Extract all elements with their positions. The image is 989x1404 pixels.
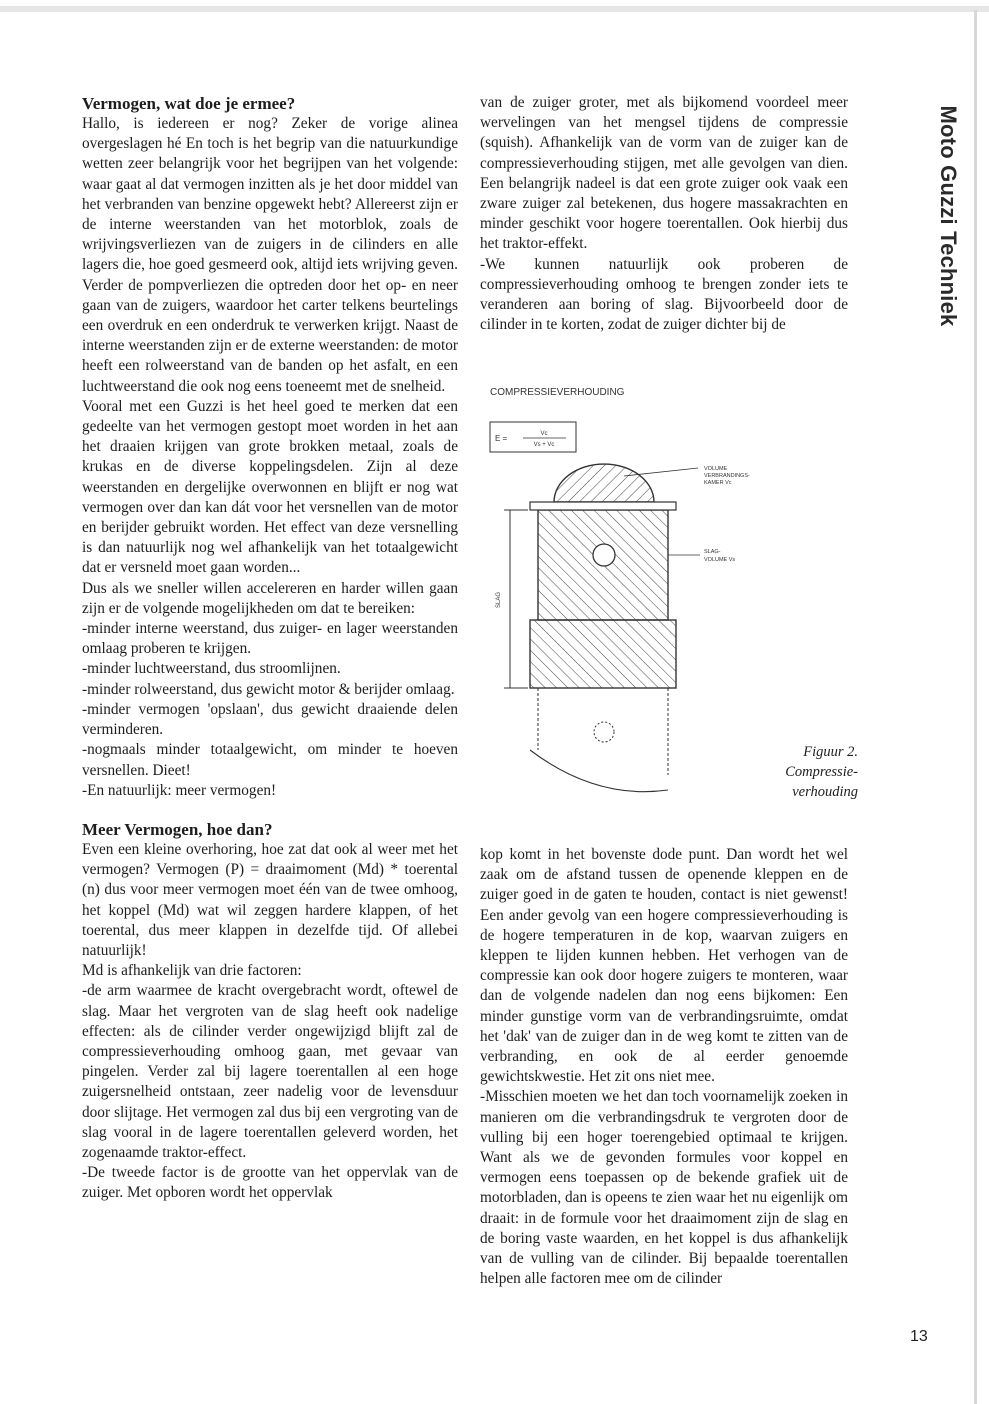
right-column-bottom <box>480 845 848 1289</box>
paragraph: Dus als we sneller willen accelereren en harder willen gaan zijn er de volgende mogelijkheden om dat te bereiken: <box>82 579 458 617</box>
label-stroke-volume: SLAG- VOLUME Vs <box>704 549 736 563</box>
right-column-top <box>480 93 848 335</box>
paragraph: kop komt in het bovenste dode punt. Dan wordt het wel zaak om de afstand tussen de openende kleppen en de zuiger goed in de gaten te houden, contact is niet gewenst! Een ander gevolg van een hogere compressieverhouding is de hogere temperaturen in de kop, waarvan zuigers en kleppen te lijden kunnen hebben. Het verhogen van de compressie kan ook door hogere zuigers te monteren, waar dan de volgende nadelen dan nog eens bijkomen: Een minder gunstige vorm van de verbrandingsruimte, omdat het 'dak' van de zuiger dan in de weg komt te zitten van de verbranding, en ook de al eerder genoemde gewichtskwestie. Het zit ons niet mee. <box>480 846 848 1086</box>
scan-top-edge <box>0 6 989 12</box>
list-item: -minder interne weerstand, dus zuiger- en lager weerstanden omlaag proberen te krijgen. <box>82 620 458 658</box>
paragraph: -Misschien moeten we het dan toch voornamelijk zoeken in manieren om die verbrandingsdruk te vergroten door de vulling bij een hoger toerengebied optimaal te krijgen. Want als we de gevonden formules voor koppel en vermogen eens toepassen op de bekende grafiek uit de motorbladen, dan is opeens te zien waar het nu eigenlijk om draait: in de formule voor het draaimoment zijn de slag en de boring vaste waarden, en het koppel is dus afhankelijk van de vulling van de cilinder. Bij bepaalde toerentallen helpen alle factoren mee om de cilinder <box>480 1088 848 1288</box>
figure-title: COMPRESSIEVERHOUDING <box>490 387 625 398</box>
label-combustion-chamber: VOLUME VERBRANDINGS- KAMER Vc <box>704 466 750 486</box>
formula-box <box>490 422 576 452</box>
list-item: -En natuurlijk: meer vermogen! <box>82 781 277 799</box>
cylinder-lower <box>530 620 676 688</box>
figure-compressieverhouding <box>486 380 866 840</box>
formula-lhs: E = <box>495 434 508 443</box>
formula-denominator: Vs + Vc <box>533 442 555 448</box>
left-column <box>82 93 458 1204</box>
list-item: -nogmaals minder totaalgewicht, om minder te hoeven versnellen. Dieet! <box>82 741 458 779</box>
paragraph: Md is afhankelijk van drie factoren: <box>82 962 302 980</box>
list-item: -minder luchtweerstand, dus stroomlijnen. <box>82 660 341 678</box>
paragraph: Even een kleine overhoring, hoe zat dat ook al weer met het vermogen? Vermogen (P) = draaimoment (Md) * toerental (n) dus voor meer vermogen moet één van de twee omhoog, het koppel (Md) wat wil zeggen hardere klappen, of het toerental, dus meer klappen in dezelfde tijd. Of allebei natuurlijk! <box>82 840 458 959</box>
scan-right-edge <box>974 10 977 1404</box>
wrist-pin-top <box>593 544 615 566</box>
list-item: -minder rolweerstand, dus gewicht motor & berijder omlaag. <box>82 680 455 698</box>
combustion-chamber-dome <box>554 464 654 502</box>
paragraph: -We kunnen natuurlijk ook proberen de compressieverhouding omhoog te brengen zonder iets te veranderen aan boring of slag. Bijvoorbeeld door de cilinder in te korten, zodat de zuiger dichter bij de <box>480 255 848 334</box>
paragraph: Hallo, is iedereen er nog? Zeker de vorige alinea overgeslagen hé En toch is het begrip van die natuurkundige wetten zeer belangrijk voor het begrijpen van het volgende: waar gaat al dat vermogen inzitten als je het door middel van het verbranden van benzine opgewekt hebt? Allereerst zijn er de interne weerstanden van het motorblok, zoals de wrijvingsverliezen van de zuigers in de cilinders en alle lagers die, hoe goed gesmeerd ook, altijd iets wrijving geven. Verder de pompverliezen die optreden door het op- en neer gaan van de zuigers, waardoor het carter telkens beurtelings een overdruk en een onderdruk te verwerken krijgt. Naast de interne weerstanden zijn er de externe weerstanden: de motor heeft een rolweerstand van de banden op het asfalt, en een luchtweerstand die ook nog eens toeneemt met de snelheid. <box>82 115 458 395</box>
crank-arc <box>530 750 668 792</box>
figure-caption: Figuur 2. Compressie- verhouding <box>785 744 858 800</box>
wrist-pin-bottom <box>594 722 614 742</box>
stroke-label: SLAG <box>496 591 502 608</box>
list-item: -minder vermogen 'opslaan', dus gewicht draaiende delen verminderen. <box>82 700 458 739</box>
page-number: 13 <box>910 1328 928 1345</box>
heading-meer-vermogen: Meer Vermogen, hoe dan? <box>82 819 273 839</box>
formula-numerator: Vc <box>540 431 548 437</box>
heading-vermogen: Vermogen, wat doe je ermee? <box>82 94 296 113</box>
paragraph: Vooral met een Guzzi is het heel goed te merken dat een gedeelte van het vermogen gestopt moet worden in het aan het draaien krijgen van grote brokken metaal, zoals de krukas en de diverse koppelingsdelen. Zijn al deze weerstanden en dergelijke overwonnen en blijft er nog wat vermogen over dan kan dát voor het versnellen van de motor en berijder gebruikt worden. Het effect van deze versnelling is dan natuurlijk nog wel afhankelijk van het totaalgewicht dat er versneld moet gaan worden... <box>82 397 458 577</box>
running-title: Moto Guzzi Techniek <box>936 105 961 327</box>
paragraph: van de zuiger groter, met als bijkomend voordeel meer wervelingen van het mengsel tijdens de compressie (squish). Afhankelijk van de vorm van de zuiger kan de compressieverhouding stijgen, met alle gevolgen van dien. Een belangrijk nadeel is dat een grote zuiger ook vaak een zware zuiger zal betekenen, dus hogere massakrachten en minder geschikt voor hogere toerentallen. Ook hierbij dus het traktor-effekt. <box>480 94 848 253</box>
list-item: -De tweede factor is de grootte van het oppervlak van de zuiger. Met opboren wordt het oppervlak <box>82 1164 458 1202</box>
list-item: -de arm waarmee de kracht overgebracht wordt, oftewel de slag. Maar het vergroten van de slag heeft ook nadelige effecten: als de cilinder verder ongewijzigd blijft zal de compressieverhouding omhoog gaan, met gevaar van pingelen. Verder zal bij lagere toerentallen al een hoge zuigersnelheid ontstaan, zeer nadelig voor de levensduur door slijtage. Het vermogen zal dus bij een vergroting van de slag vooral in de lagere toerentallen geleverd worden, het zogenaamde traktor-effect. <box>82 982 458 1161</box>
